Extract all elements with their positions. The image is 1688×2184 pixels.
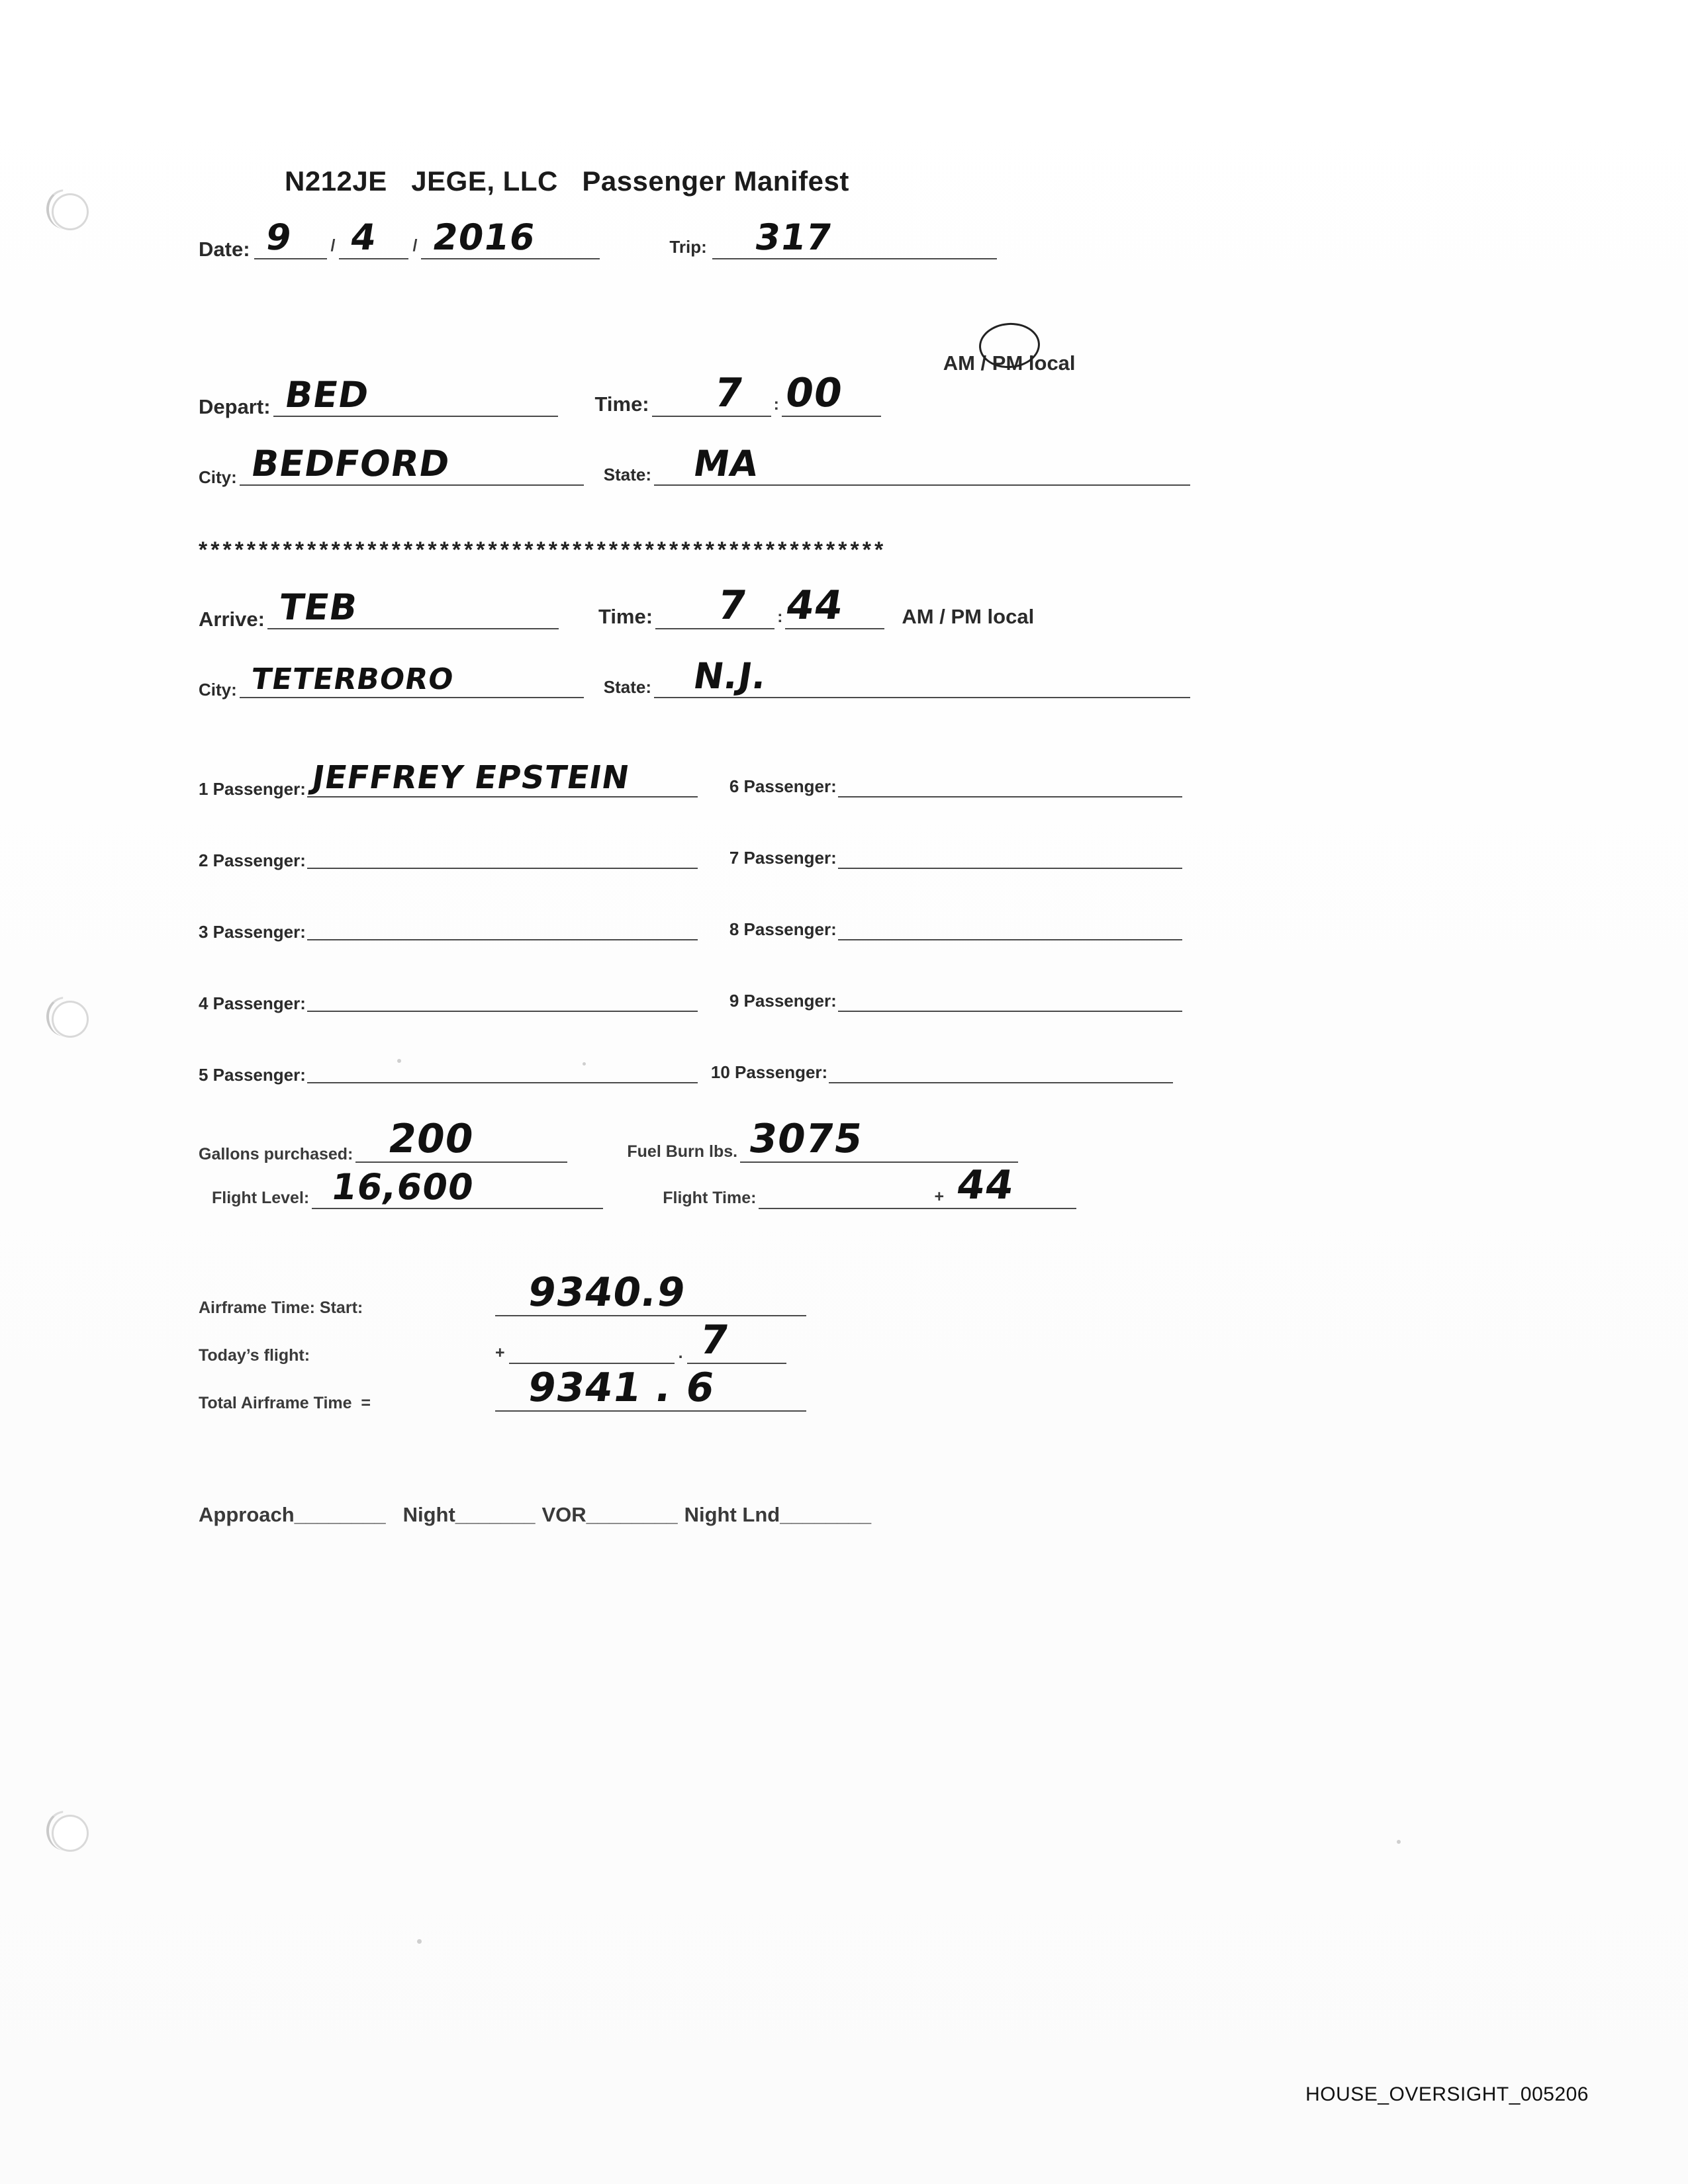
passenger-10-label: 10 Passenger: <box>710 1062 828 1082</box>
date-day-value: 4 <box>348 216 381 258</box>
todays-flight-hours-field[interactable] <box>509 1336 675 1364</box>
arrive-state-value: N.J. <box>690 655 771 697</box>
passenger-5-field[interactable] <box>307 1056 698 1083</box>
depart-time-colon: : <box>773 395 779 414</box>
depart-state-label: State: <box>603 465 652 484</box>
total-airframe-row <box>199 1365 1456 1412</box>
gallons-field[interactable] <box>355 1116 567 1163</box>
passenger-row <box>199 759 1456 799</box>
arrive-time-label: Time: <box>598 605 653 628</box>
total-airframe-field[interactable] <box>495 1365 806 1412</box>
approach-row <box>199 1504 1456 1525</box>
passenger-6-field[interactable] <box>838 770 1182 797</box>
arrive-airport-field[interactable] <box>267 586 559 629</box>
arrive-time-hour-value: 7 <box>714 582 751 629</box>
approach-label[interactable]: Approach________ <box>199 1503 386 1526</box>
depart-label: Depart: <box>199 395 271 418</box>
flight-level-label: Flight Level: <box>212 1189 310 1207</box>
arrive-time-min-field[interactable] <box>782 582 884 629</box>
depart-row <box>199 332 1456 417</box>
flight-level-row <box>199 1162 1456 1209</box>
flight-time-plus: + <box>934 1187 945 1206</box>
trip-label: Trip: <box>669 237 707 257</box>
date-year-field[interactable] <box>421 216 600 259</box>
fuel-row <box>199 1116 1456 1163</box>
arrive-row <box>199 582 1456 631</box>
date-separator-1: / <box>330 236 336 255</box>
passenger-2-label: 2 Passenger: <box>199 850 306 870</box>
gallons-label: Gallons purchased: <box>199 1145 353 1163</box>
passenger-5-label: 5 Passenger: <box>199 1065 306 1085</box>
gallons-value: 200 <box>385 1116 478 1162</box>
passenger-4-field[interactable] <box>307 984 698 1012</box>
date-day-field[interactable] <box>339 216 408 259</box>
passenger-6-label: 6 Passenger: <box>729 776 837 796</box>
total-airframe-value: 9341 . 6 <box>524 1365 718 1411</box>
fuel-burn-value: 3075 <box>745 1116 867 1162</box>
airframe-start-value: 9340.9 <box>524 1269 690 1316</box>
night-lnd-label[interactable]: Night Lnd________ <box>684 1503 872 1526</box>
flight-level-value: 16,600 <box>328 1166 477 1208</box>
passenger-3-label: 3 Passenger: <box>199 922 306 942</box>
passenger-row <box>199 1056 1456 1083</box>
arrive-city-state-row <box>199 655 1456 700</box>
passenger-8-field[interactable] <box>838 913 1182 940</box>
todays-flight-row <box>199 1317 1456 1365</box>
arrive-ampm-label[interactable]: AM / PM local <box>902 605 1035 628</box>
trip-value: 317 <box>751 216 835 258</box>
scan-speck <box>417 1939 422 1944</box>
hole-punch-icon <box>52 1815 89 1852</box>
airframe-start-field[interactable] <box>495 1269 806 1316</box>
date-label: Date: <box>199 238 250 261</box>
arrive-city-label: City: <box>199 680 237 700</box>
page-title: N212JE JEGE, LLC Passenger Manifest <box>285 165 849 197</box>
depart-state-field[interactable] <box>654 443 1190 486</box>
passenger-1-field[interactable] <box>307 759 698 797</box>
depart-time-label: Time: <box>594 392 649 416</box>
passenger-1-value: JEFFREY EPSTEIN <box>309 759 632 796</box>
depart-time-min-value: 00 <box>782 370 847 416</box>
passenger-10-field[interactable] <box>829 1056 1173 1083</box>
passenger-8-label: 8 Passenger: <box>729 919 837 939</box>
passenger-row <box>199 841 1456 869</box>
passenger-9-label: 9 Passenger: <box>729 991 837 1011</box>
airframe-block <box>199 1269 1456 1412</box>
section-divider: ********************************************************* <box>199 537 887 563</box>
passenger-list <box>199 759 1456 1085</box>
fuel-burn-label: Fuel Burn lbs. <box>627 1142 738 1161</box>
arrive-state-label: State: <box>603 677 652 697</box>
hole-punch-icon <box>52 1001 89 1038</box>
depart-state-value: MA <box>690 443 762 484</box>
todays-flight-dot: . <box>678 1343 683 1362</box>
depart-time-hour-field[interactable] <box>652 370 771 417</box>
depart-airport-value: BED <box>281 374 372 416</box>
hole-punch-icon <box>52 193 89 230</box>
passenger-row <box>199 984 1456 1012</box>
passenger-3-field[interactable] <box>307 913 698 940</box>
flight-time-field[interactable] <box>759 1162 1076 1209</box>
passenger-2-field[interactable] <box>307 841 698 869</box>
airframe-start-row <box>199 1269 1456 1317</box>
flight-time-label: Flight Time: <box>663 1189 757 1207</box>
todays-flight-value: 7 <box>696 1317 732 1363</box>
date-year-value: 2016 <box>430 216 539 258</box>
form-body <box>199 165 1456 1525</box>
depart-city-value: BEDFORD <box>248 443 453 484</box>
date-separator-2: / <box>412 236 418 255</box>
passenger-9-field[interactable] <box>838 984 1182 1012</box>
arrive-airport-value: TEB <box>276 586 361 628</box>
depart-airport-field[interactable] <box>273 374 558 417</box>
trip-field[interactable] <box>712 216 997 259</box>
depart-time-hour-value: 7 <box>711 370 747 416</box>
airframe-start-label: Airframe Time: Start: <box>199 1298 363 1317</box>
fuel-burn-field[interactable] <box>740 1116 1018 1163</box>
depart-ampm-label[interactable] <box>898 332 1076 414</box>
arrive-city-field[interactable] <box>240 662 584 698</box>
passenger-row <box>199 913 1456 940</box>
arrive-time-min-value: 44 <box>782 582 847 629</box>
arrive-time-hour-field[interactable] <box>655 582 774 629</box>
passenger-4-label: 4 Passenger: <box>199 993 306 1013</box>
depart-ampm-text: AM / PM local <box>943 351 1076 375</box>
date-trip-row <box>199 216 1456 261</box>
depart-time-min-field[interactable] <box>782 370 881 417</box>
depart-city-state-row <box>199 443 1456 487</box>
todays-flight-label: Today’s flight: <box>199 1346 310 1365</box>
arrive-label: Arrive: <box>199 608 265 631</box>
vor-label[interactable]: VOR________ <box>541 1503 678 1526</box>
document-control-number: HOUSE_OVERSIGHT_005206 <box>1305 2083 1589 2105</box>
flight-time-value: 44 <box>953 1162 1018 1208</box>
depart-city-label: City: <box>199 467 237 487</box>
arrive-time-colon: : <box>777 608 783 626</box>
todays-flight-tenths-field[interactable] <box>687 1317 786 1364</box>
arrive-state-field[interactable] <box>654 655 1190 698</box>
night-label[interactable]: Night_______ <box>402 1503 536 1526</box>
depart-city-field[interactable] <box>240 443 584 486</box>
date-month-value: 9 <box>262 216 295 258</box>
total-airframe-label: Total Airframe Time = <box>199 1394 371 1412</box>
passenger-1-label: 1 Passenger: <box>199 779 306 799</box>
arrive-city-value: TETERBORO <box>248 662 457 696</box>
passenger-7-field[interactable] <box>838 841 1182 869</box>
date-month-field[interactable] <box>254 216 327 259</box>
todays-flight-plus: + <box>495 1343 505 1362</box>
flight-level-field[interactable] <box>312 1166 603 1209</box>
passenger-7-label: 7 Passenger: <box>729 848 837 868</box>
scan-speck <box>1397 1840 1401 1844</box>
